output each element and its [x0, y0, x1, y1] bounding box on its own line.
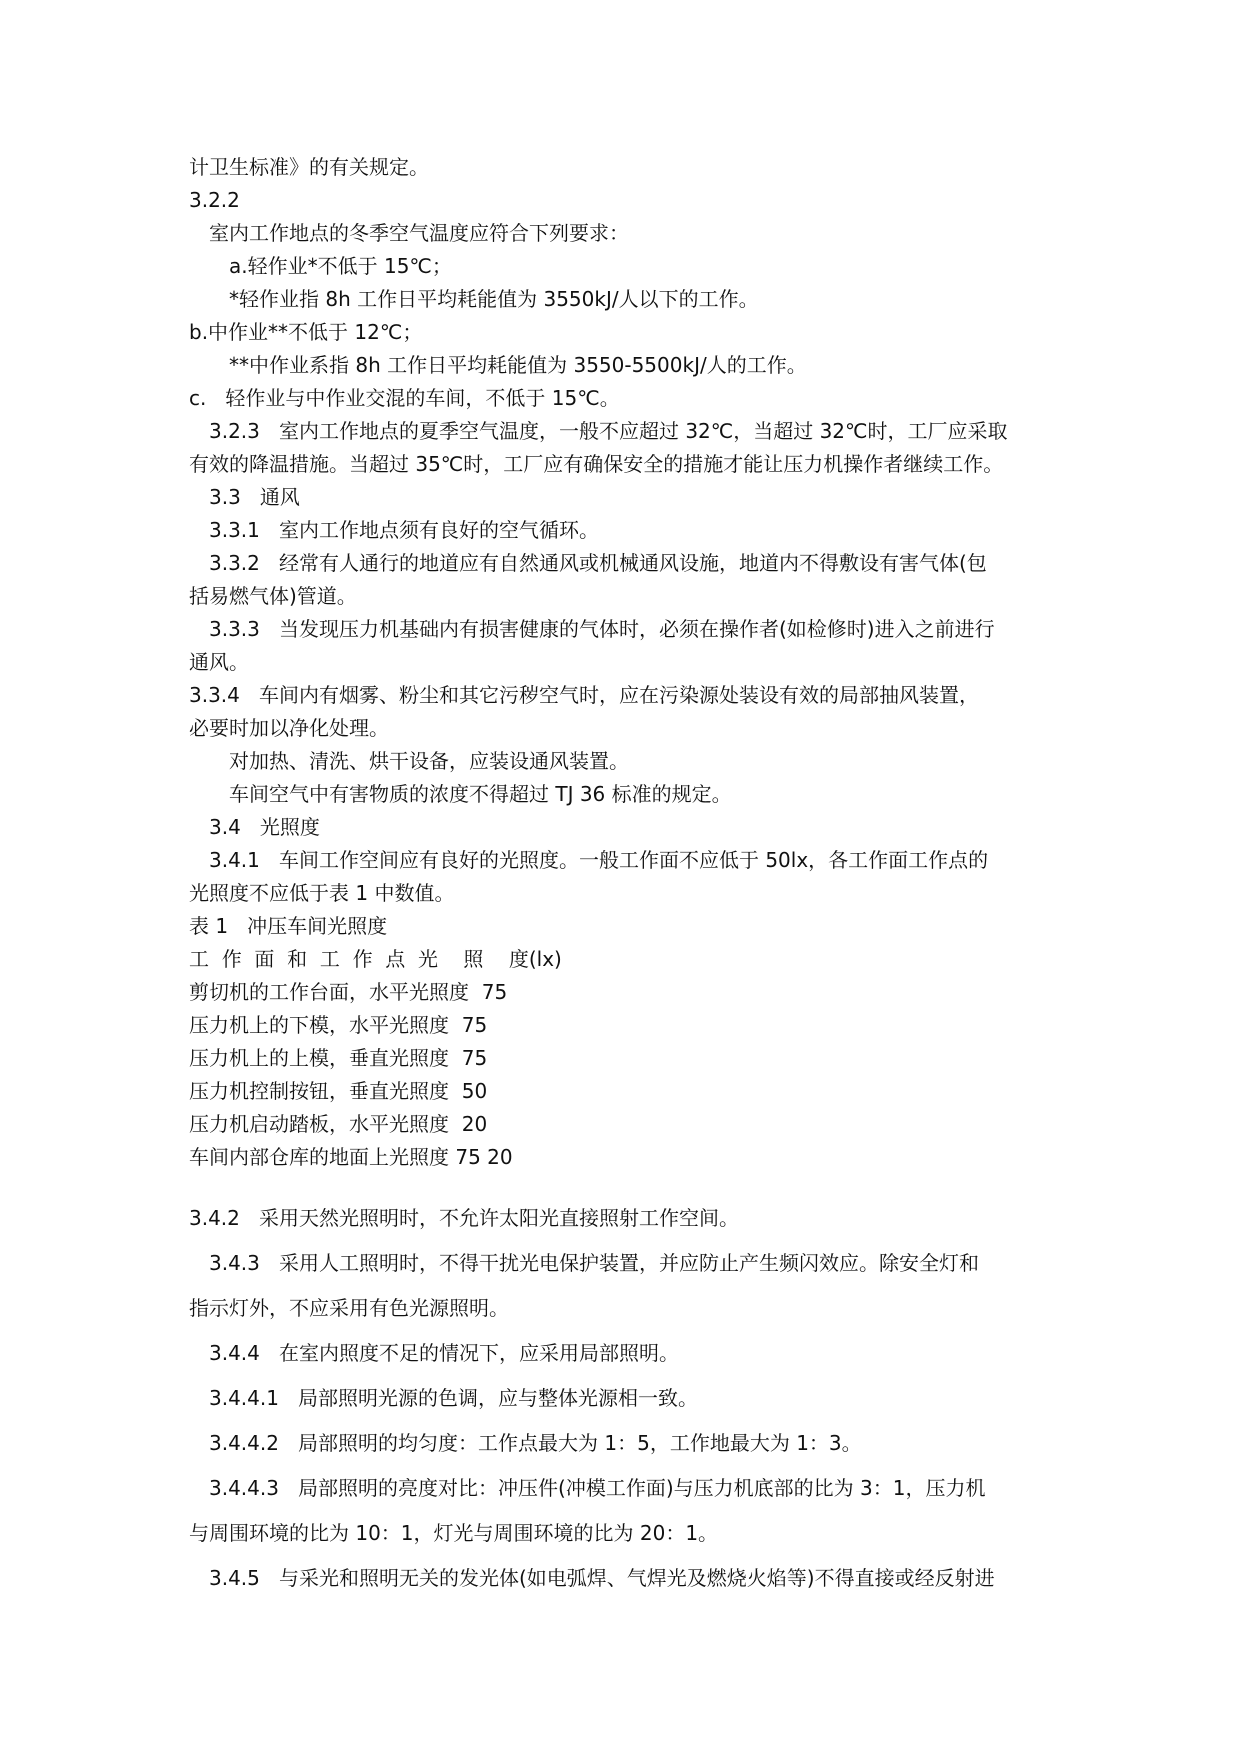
table-row: 车间内部仓库的地面上光照度 75 20: [189, 1145, 513, 1169]
text-line: 3.3.3 当发现压力机基础内有损害健康的气体时，必须在操作者(如检修时)进入之前进行: [209, 617, 995, 641]
text-line: a.轻作业*不低于 15℃；: [229, 254, 452, 278]
text-line: 必要时加以净化处理。: [189, 716, 389, 740]
text-line: 3.2.3 室内工作地点的夏季空气温度，一般不应超过 32℃，当超过 32℃时，工厂应采取: [209, 419, 1008, 443]
text-line: 3.3.2 经常有人通行的地道应有自然通风或机械通风设施，地道内不得敷设有害气体(包: [209, 551, 987, 575]
text-line: 3.4.4.2 局部照明的均匀度：工作点最大为 1：5，工作地最大为 1：3。: [209, 1431, 862, 1455]
text-line: 有效的降温措施。当超过 35℃时，工厂应有确保安全的措施才能让压力机操作者继续工作。: [189, 452, 1004, 476]
table-row: 压力机启动踏板，水平光照度 20: [189, 1112, 488, 1136]
text-line: 3.4.4.3 局部照明的亮度对比：冲压件(冲模工作面)与压力机底部的比为 3：1，压力机: [209, 1476, 986, 1500]
table-row: 压力机上的下模，水平光照度 75: [189, 1013, 488, 1037]
text-line: **中作业系指 8h 工作日平均耗能值为 3550-5500kJ/人的工作。: [229, 353, 807, 377]
text-line: 指示灯外，不应采用有色光源照明。: [189, 1296, 509, 1320]
table-row: 压力机上的上模，垂直光照度 75: [189, 1046, 488, 1070]
text-line: 车间空气中有害物质的浓度不得超过 TJ 36 标准的规定。: [229, 782, 732, 806]
text-line: 光照度不应低于表 1 中数值。: [189, 881, 455, 905]
text-line: 通风。: [189, 650, 249, 674]
text-line: *轻作业指 8h 工作日平均耗能值为 3550kJ/人以下的工作。: [229, 287, 759, 311]
text-line: 3.4.4 在室内照度不足的情况下，应采用局部照明。: [209, 1341, 679, 1365]
table-header: 工 作 面 和 工 作 点 光 照 度(lx): [189, 947, 562, 971]
text-line: 3.4.1 车间工作空间应有良好的光照度。一般工作面不应低于 50lx，各工作面工作点的: [209, 848, 989, 872]
text-line: 与周围环境的比为 10：1，灯光与周围环境的比为 20：1。: [189, 1521, 719, 1545]
table-row: 剪切机的工作台面，水平光照度 75: [189, 980, 508, 1004]
text-line: 对加热、清洗、烘干设备，应装设通风装置。: [229, 749, 629, 773]
section-heading: 3.4 光照度: [209, 815, 320, 839]
text-line: 3.4.2 采用天然光照明时，不允许太阳光直接照射工作空间。: [189, 1206, 739, 1230]
text-line: 室内工作地点的冬季空气温度应符合下列要求：: [209, 221, 629, 245]
table-caption: 表 1 冲压车间光照度: [189, 914, 388, 938]
section-number: 3.2.2: [189, 188, 240, 212]
text-line: c. 轻作业与中作业交混的车间，不低于 15℃。: [189, 386, 620, 410]
section-heading: 3.3 通风: [209, 485, 300, 509]
text-line: 括易燃气体)管道。: [189, 584, 357, 608]
table-row: 压力机控制按钮，垂直光照度 50: [189, 1079, 488, 1103]
text-line: 3.3.4 车间内有烟雾、粉尘和其它污秽空气时，应在污染源处装设有效的局部抽风装置，: [189, 683, 979, 707]
text-line: 3.4.5 与采光和照明无关的发光体(如电弧焊、气焊光及燃烧火焰等)不得直接或经反射进: [209, 1566, 995, 1590]
text-line: b.中作业**不低于 12℃；: [189, 320, 423, 344]
text-line: 计卫生标准》的有关规定。: [189, 155, 429, 179]
text-line: 3.4.4.1 局部照明光源的色调，应与整体光源相一致。: [209, 1386, 699, 1410]
text-line: 3.4.3 采用人工照明时，不得干扰光电保护装置，并应防止产生频闪效应。除安全灯和: [209, 1251, 979, 1275]
text-line: 3.3.1 室内工作地点须有良好的空气循环。: [209, 518, 599, 542]
